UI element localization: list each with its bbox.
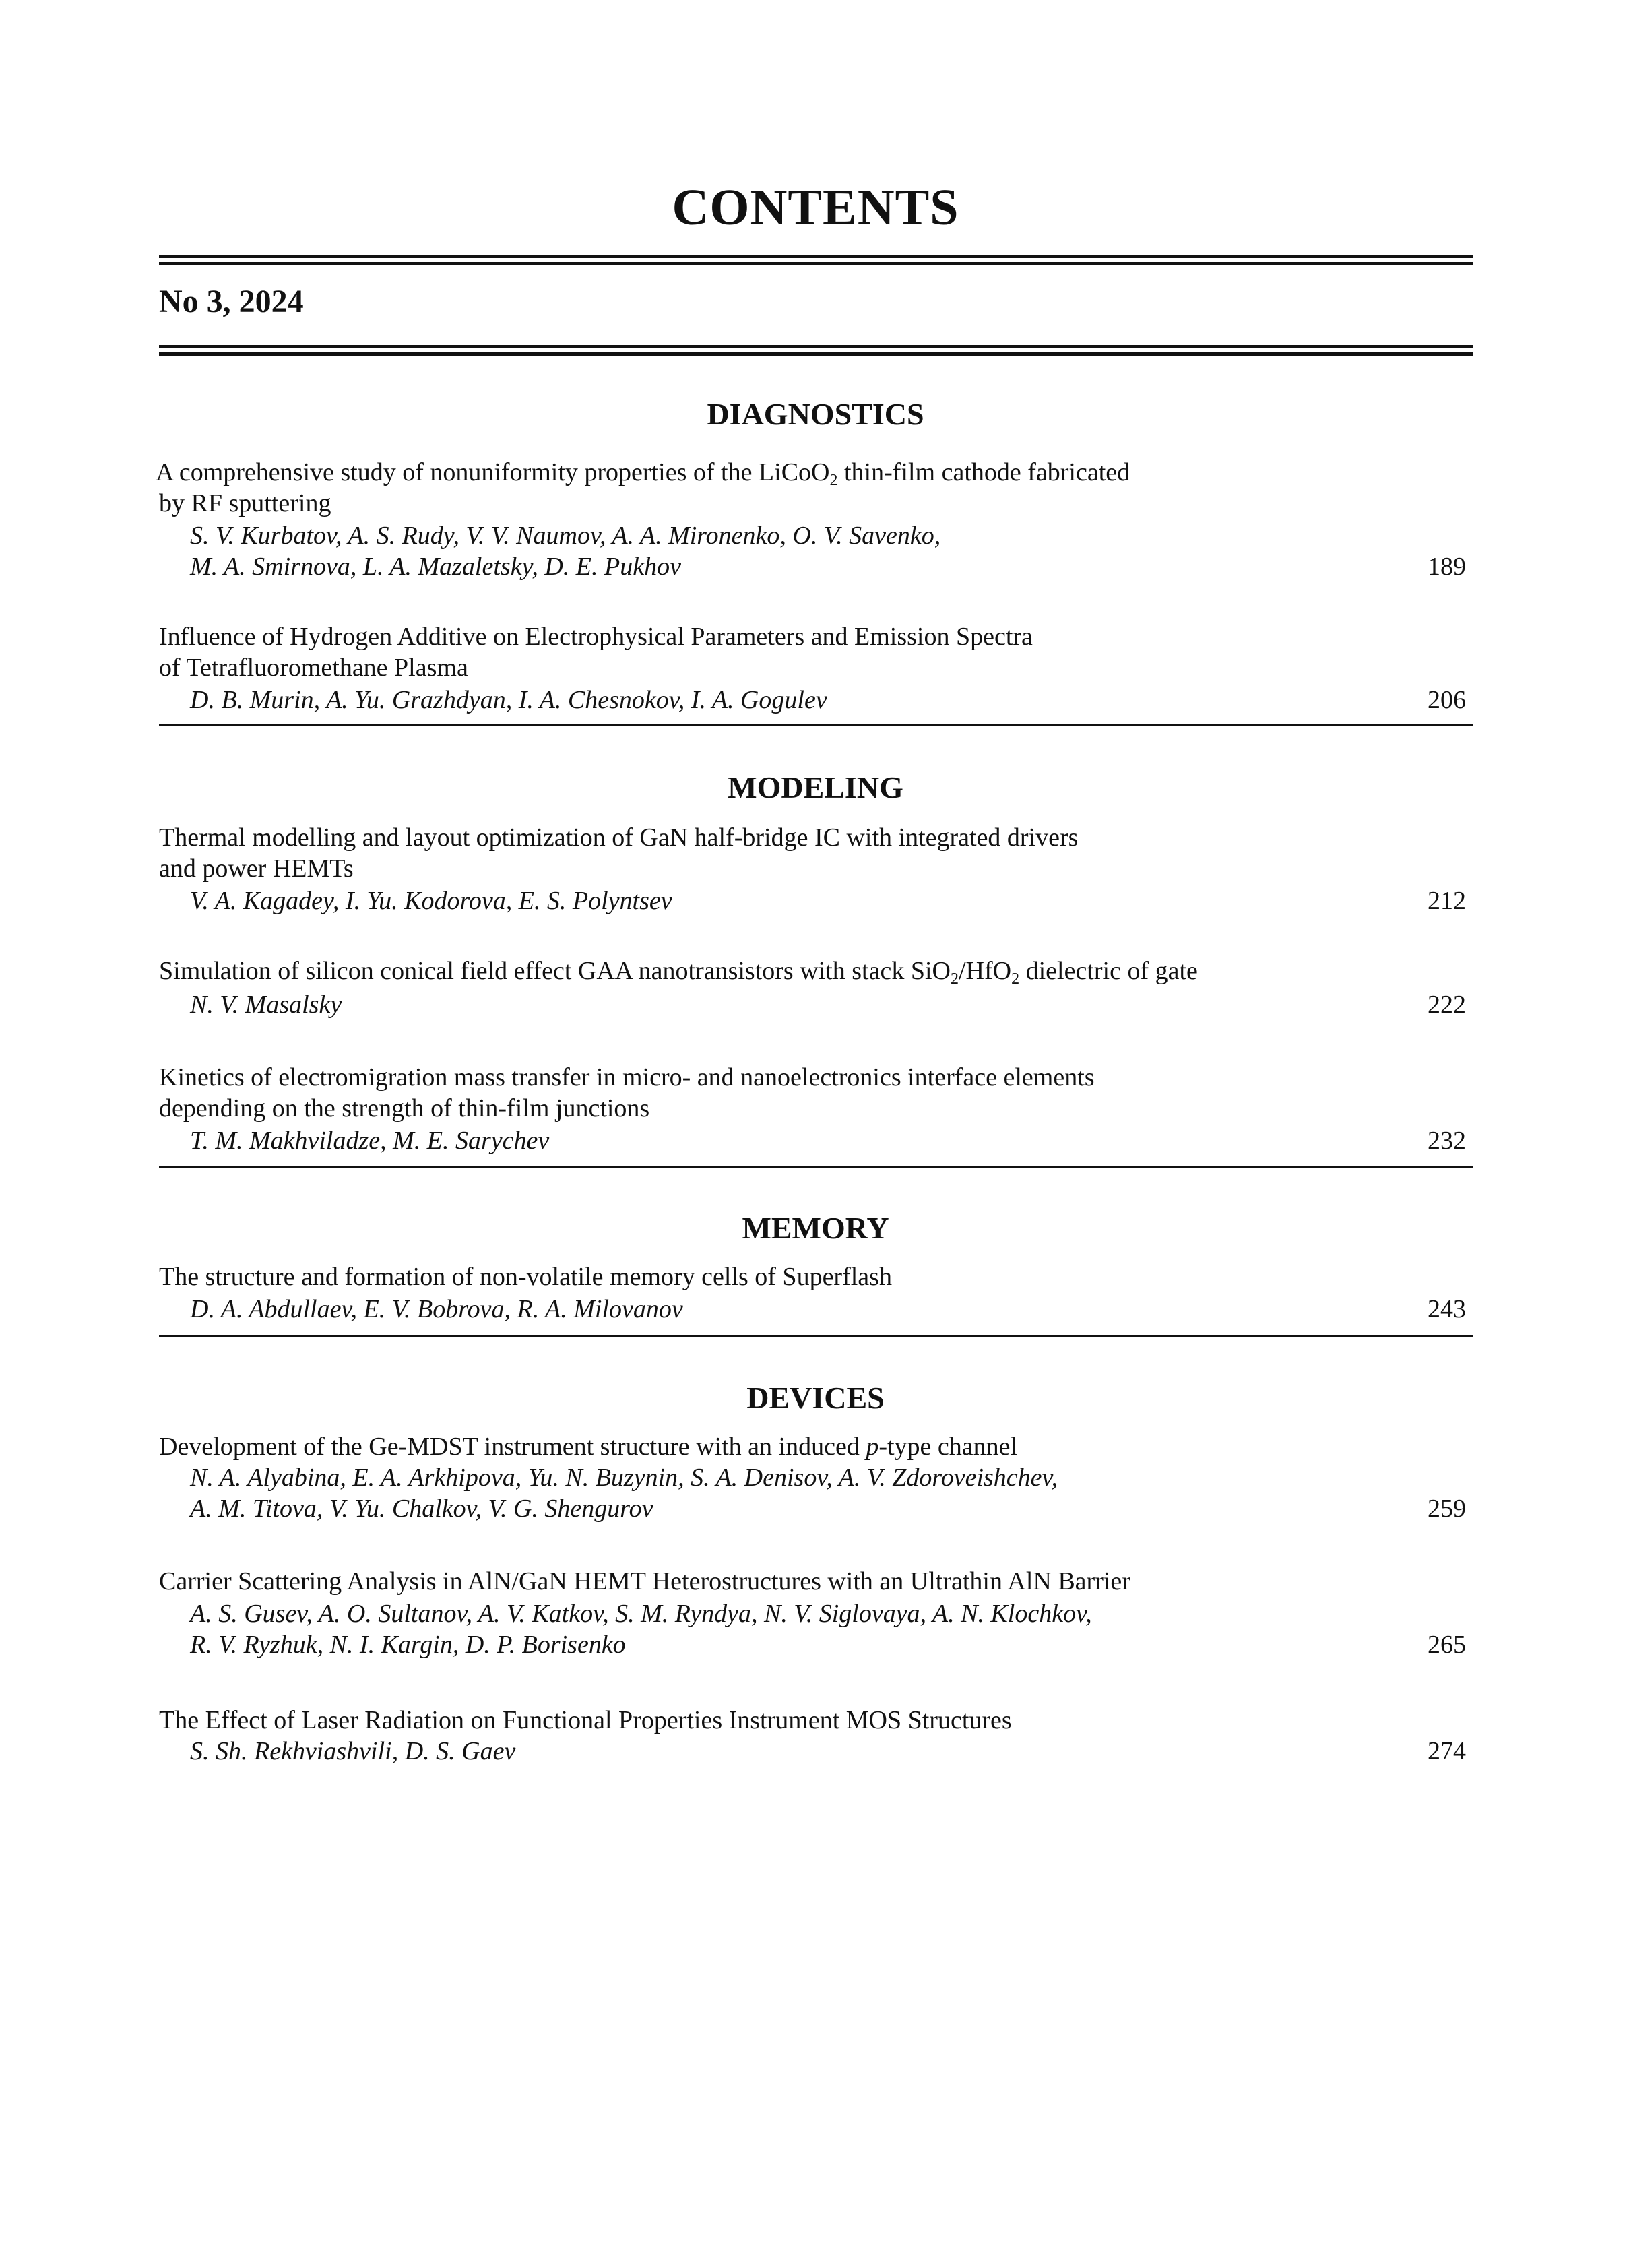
entry-title[interactable]: Thermal modelling and layout optimization of GaN half-bridge IC with integrated drivers xyxy=(159,823,1079,852)
section-heading-memory: MEMORY xyxy=(742,1211,889,1245)
entry-title[interactable]: and power HEMTs xyxy=(159,854,354,883)
entry-page-number[interactable]: 259 xyxy=(1428,1494,1466,1523)
section-heading-devices: DEVICES xyxy=(746,1381,885,1415)
entry-page-number[interactable]: 212 xyxy=(1428,887,1466,915)
entry-title[interactable]: The Effect of Laser Radiation on Functional Properties Instrument MOS Structures xyxy=(159,1706,1012,1734)
entry-title[interactable]: Carrier Scattering Analysis in AlN/GaN HEMT Heterostructures with an Ultrathin AlN Barrier xyxy=(159,1567,1130,1596)
title-double-rule xyxy=(159,255,1473,265)
entry-authors: D. A. Abdullaev, E. V. Bobrova, R. A. Milovanov xyxy=(190,1295,683,1323)
section-divider xyxy=(159,1335,1473,1337)
entry-authors: A. S. Gusev, A. O. Sultanov, A. V. Katkov, S. M. Ryndya, N. V. Siglovaya, A. N. Klochkov, xyxy=(190,1600,1092,1628)
entry-page-number[interactable]: 265 xyxy=(1428,1631,1466,1659)
entry-title[interactable]: The structure and formation of non-volatile memory cells of Superflash xyxy=(159,1263,892,1291)
entry-authors: S. V. Kurbatov, A. S. Rudy, V. V. Naumov, A. A. Mironenko, O. V. Savenko, xyxy=(190,522,941,550)
entry-authors: T. M. Makhviladze, M. E. Sarychev xyxy=(190,1127,550,1155)
section-heading-modeling: MODELING xyxy=(728,770,903,805)
entry-title[interactable]: Development of the Ge-MDST instrument structure with an induced p-type channel xyxy=(159,1432,1018,1461)
entry-title[interactable]: Influence of Hydrogen Additive on Electrophysical Parameters and Emission Spectra xyxy=(159,623,1033,651)
entry-authors: D. B. Murin, A. Yu. Grazhdyan, I. A. Chesnokov, I. A. Gogulev xyxy=(190,686,827,714)
entry-page-number[interactable]: 206 xyxy=(1428,686,1466,714)
section-heading-diagnostics: DIAGNOSTICS xyxy=(707,397,924,431)
issue-double-rule xyxy=(159,345,1473,356)
page-title: CONTENTS xyxy=(672,179,959,236)
entry-title[interactable]: Kinetics of electromigration mass transfer in micro- and nanoelectronics interface elements xyxy=(159,1063,1095,1092)
entry-page-number[interactable]: 243 xyxy=(1428,1295,1466,1323)
entry-page-number[interactable]: 222 xyxy=(1428,990,1466,1019)
entry-page-number[interactable]: 189 xyxy=(1428,553,1466,581)
entry-authors: S. Sh. Rekhviashvili, D. S. Gaev xyxy=(190,1737,516,1765)
entry-title[interactable]: of Tetrafluoromethane Plasma xyxy=(159,654,468,682)
entry-title[interactable]: depending on the strength of thin-film junctions xyxy=(159,1094,650,1123)
entry-authors: N. A. Alyabina, E. A. Arkhipova, Yu. N. Buzynin, S. A. Denisov, A. V. Zdoroveishchev, xyxy=(190,1463,1058,1492)
section-divider xyxy=(159,1166,1473,1168)
entry-authors: A. M. Titova, V. Yu. Chalkov, V. G. Shengurov xyxy=(190,1494,653,1523)
entry-title[interactable]: by RF sputtering xyxy=(159,489,331,517)
entry-authors: M. A. Smirnova, L. A. Mazaletsky, D. E. Pukhov xyxy=(190,553,681,581)
entry-title[interactable]: A comprehensive study of nonuniformity properties of the LiCoO$_2$ thin-film cathode fabricated xyxy=(156,458,1130,490)
entry-page-number[interactable]: 232 xyxy=(1428,1127,1466,1155)
entry-authors: V. A. Kagadey, I. Yu. Kodorova, E. S. Polyntsev xyxy=(190,887,672,915)
entry-title[interactable]: Simulation of silicon conical field effect GAA nanotransistors with stack SiO$_2$/HfO$_2$ dielectric of gate xyxy=(159,957,1198,988)
issue-number: No 3, 2024 xyxy=(159,284,304,319)
entry-authors: R. V. Ryzhuk, N. I. Kargin, D. P. Borisenko xyxy=(190,1631,626,1659)
entry-authors: N. V. Masalsky xyxy=(190,990,342,1019)
entry-page-number[interactable]: 274 xyxy=(1428,1737,1466,1765)
section-divider xyxy=(159,724,1473,726)
